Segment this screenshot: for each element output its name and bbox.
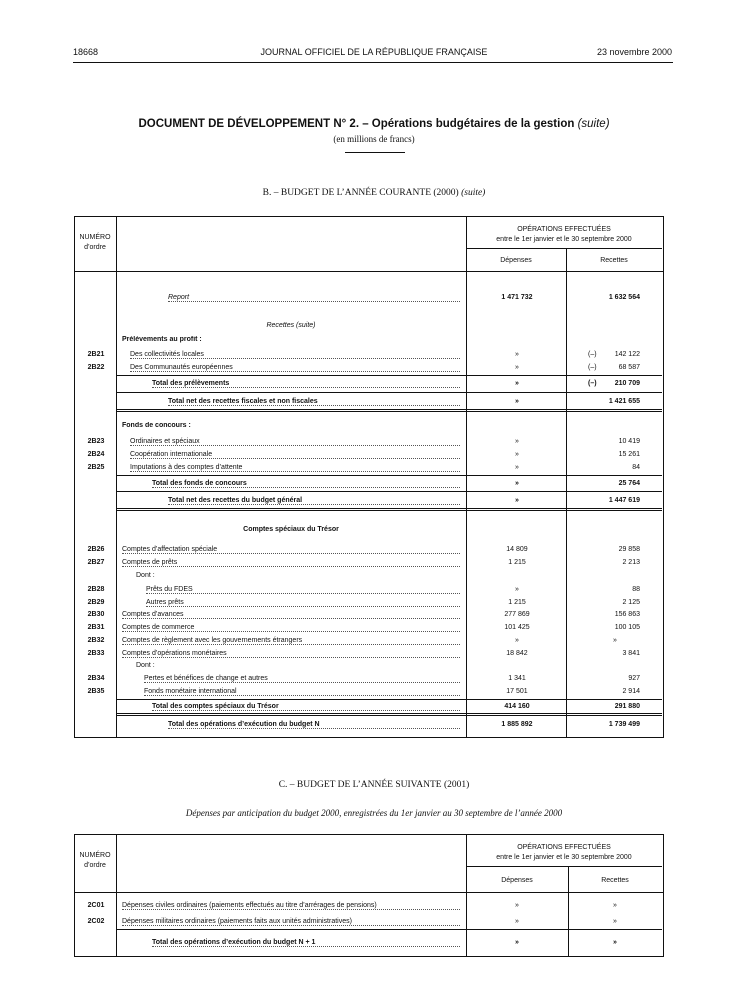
c-col-recettes-header: Recettes: [601, 877, 629, 884]
row-2b21-code: 2B21: [87, 351, 105, 358]
total-operations-n-dep: 1 885 892: [501, 721, 533, 728]
title-rule: [345, 152, 405, 153]
row-2b27-label: Comptes de prêts: [122, 558, 460, 567]
total-comptes-speciaux-label: Total des comptes spéciaux du Trésor: [152, 702, 460, 711]
section-b-heading: B. – BUDGET DE L’ANNÉE COURANTE (2000) (suite): [262, 188, 486, 198]
row-2b29-label: Autres prêts: [146, 598, 460, 607]
total-operations-n1-dep: »: [515, 939, 519, 946]
col-recettes-header: Recettes: [600, 257, 628, 264]
row-2b31-label: Comptes de commerce: [122, 623, 460, 632]
row-2b32-label: Comptes de règlement avec les gouvernements étrangers: [122, 636, 460, 645]
c-col-ops-header: OPÉRATIONS EFFECTUÉES entre le 1er janvier et le 30 septembre 2000: [496, 844, 632, 861]
row-2b22-code: 2B22: [87, 364, 105, 371]
row-2b26-dep: 14 809: [506, 546, 528, 553]
row-2b35-dep: 17 501: [506, 688, 528, 695]
document-title: DOCUMENT DE DÉVELOPPEMENT N° 2. – Opérations budgétaires de la gestion (suite): [138, 118, 610, 130]
row-2b31-code: 2B31: [87, 624, 105, 631]
total-net-fiscales-dep: »: [515, 398, 519, 405]
fonds-concours-heading: Fonds de concours :: [122, 422, 191, 429]
row-2b24-dep: »: [515, 451, 519, 458]
row-2b27-code: 2B27: [87, 559, 105, 566]
row-2b35-code: 2B35: [87, 688, 105, 695]
row-2c01-dep: »: [515, 902, 519, 909]
row-report-label: Report: [168, 293, 460, 302]
row-2b33-label: Comptes d’opérations monétaires: [122, 649, 460, 658]
section-c-note: Dépenses par anticipation du budget 2000, enregistrées du 1er janvier au 30 septembre de l’année 2000: [185, 808, 563, 818]
row-2b26-code: 2B26: [87, 546, 105, 553]
row-2b23-code: 2B23: [87, 438, 105, 445]
row-2b29-dep: 1 215: [508, 599, 526, 606]
row-2b23-dep: »: [515, 438, 519, 445]
row-2b22-dep: »: [515, 364, 519, 371]
dont-label-1: Dont :: [136, 572, 155, 579]
row-2b28-dep: »: [515, 586, 519, 593]
row-2c01-code: 2C01: [87, 902, 105, 909]
units-note: (en millions de francs): [333, 134, 415, 144]
row-2b26-label: Comptes d’affectation spéciale: [122, 545, 460, 554]
row-2b21-dep: »: [515, 351, 519, 358]
total-comptes-speciaux-dep: 414 160: [504, 703, 530, 710]
row-2b25-code: 2B25: [87, 464, 105, 471]
row-2b34-dep: 1 341: [508, 675, 526, 682]
row-2b33-dep: 18 842: [506, 650, 528, 657]
row-2b34-label: Pertes et bénéfices de change et autres: [144, 674, 460, 683]
row-2c02-label: Dépenses militaires ordinaires (paiements faits aux unités administratives): [122, 917, 460, 926]
row-2c02-code: 2C02: [87, 918, 105, 925]
row-2c01-label: Dépenses civiles ordinaires (paiements effectués au titre d’arrérages de pensions): [122, 901, 460, 910]
row-2b32-dep: »: [515, 637, 519, 644]
row-2b35-label: Fonds monétaire international: [144, 687, 460, 696]
row-2b23-label: Ordinaires et spéciaux: [130, 437, 460, 446]
journal-title: JOURNAL OFFICIEL DE LA RÉPUBLIQUE FRANÇAISE: [260, 47, 488, 57]
recettes-suite-heading: Recettes (suite): [266, 322, 316, 329]
total-fonds-concours-label: Total des fonds de concours: [152, 479, 460, 488]
col-depenses-header: Dépenses: [500, 257, 532, 264]
row-2b25-label: Imputations à des comptes d’attente: [130, 463, 460, 472]
row-report-dep: 1 471 732: [501, 294, 533, 301]
c-col-depenses-header: Dépenses: [501, 877, 533, 884]
row-2b27-dep: 1 215: [508, 559, 526, 566]
row-2b21-label: Des collectivités locales: [130, 350, 460, 359]
total-fonds-concours-dep: »: [515, 480, 519, 487]
header-rule: [73, 62, 673, 63]
page-number: 18668: [73, 47, 99, 57]
row-2b30-label: Comptes d’avances: [122, 610, 460, 619]
section-c-heading: C. – BUDGET DE L’ANNÉE SUIVANTE (2001): [278, 780, 470, 790]
dont-label-2: Dont :: [136, 662, 155, 669]
total-net-budget-general-dep: »: [515, 497, 519, 504]
row-2b30-code: 2B30: [87, 611, 105, 618]
prelevements-heading: Prélèvements au profit :: [122, 336, 202, 343]
total-prelevements-dep: »: [515, 380, 519, 387]
row-2b29-code: 2B29: [87, 599, 105, 606]
row-2b28-code: 2B28: [87, 586, 105, 593]
row-2b33-code: 2B33: [87, 650, 105, 657]
total-prelevements-label: Total des prélèvements: [152, 379, 460, 388]
total-net-fiscales-label: Total net des recettes fiscales et non fiscales: [168, 397, 460, 406]
row-2b24-label: Coopération internationale: [130, 450, 460, 459]
total-operations-n1-label: Total des opérations d’exécution du budget N + 1: [152, 938, 460, 947]
col-numero-header: NUMÉRO d’ordre: [79, 234, 111, 251]
row-2b22-label: Des Communautés européennes: [130, 363, 460, 372]
comptes-speciaux-heading: Comptes spéciaux du Trésor: [243, 526, 339, 533]
total-operations-n-label: Total des opérations d’exécution du budget N: [168, 720, 460, 729]
row-2b25-dep: »: [515, 464, 519, 471]
total-net-budget-general-label: Total net des recettes du budget général: [168, 496, 460, 505]
row-2b24-code: 2B24: [87, 451, 105, 458]
issue-date: 23 novembre 2000: [596, 47, 672, 57]
row-2b34-code: 2B34: [87, 675, 105, 682]
row-2b31-dep: 101 425: [504, 624, 530, 631]
row-2b30-dep: 277 869: [504, 611, 530, 618]
col-ops-header: OPÉRATIONS EFFECTUÉES entre le 1er janvier et le 30 septembre 2000: [496, 226, 632, 243]
c-col-numero-header: NUMÉRO d’ordre: [79, 852, 111, 869]
row-2c02-dep: »: [515, 918, 519, 925]
row-2b32-code: 2B32: [87, 637, 105, 644]
row-2b28-label: Prêts du FDES: [146, 585, 460, 594]
